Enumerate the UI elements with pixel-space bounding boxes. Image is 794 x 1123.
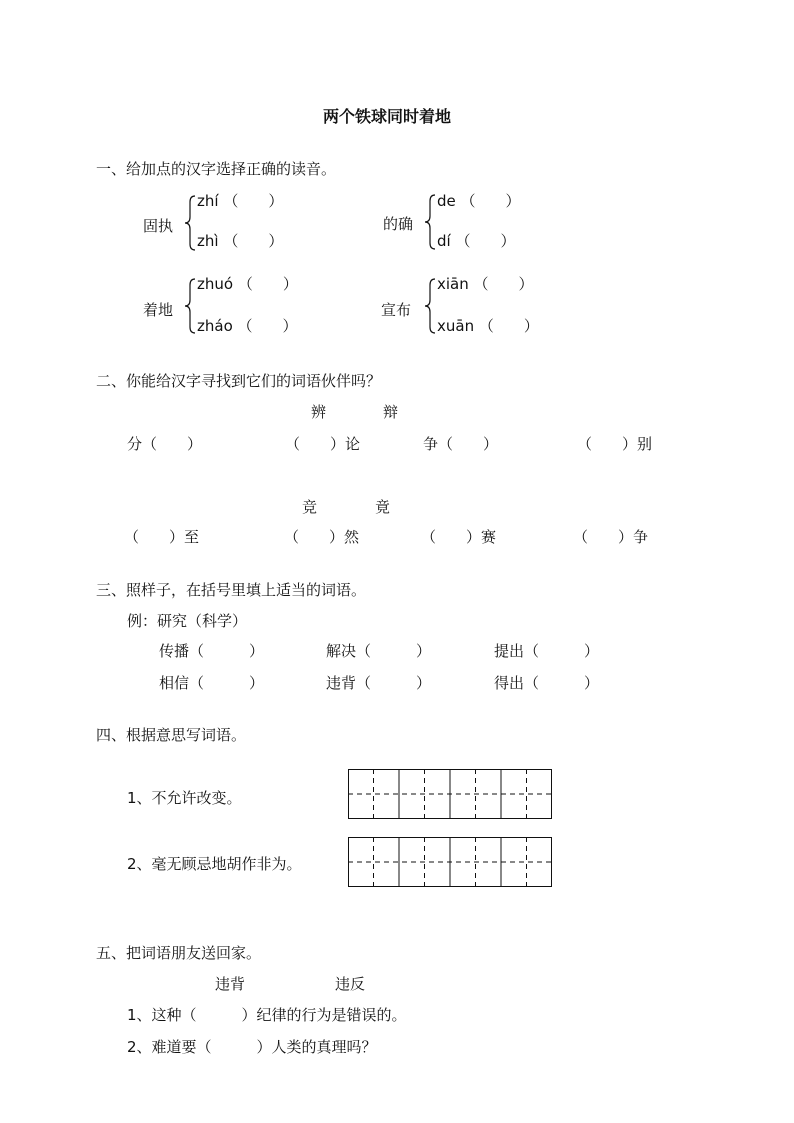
s2-blank-1: 分（ ） [127,435,203,453]
section1-heading: 一、给加点的汉字选择正确的读音。 [96,160,337,178]
brace-icon [424,194,436,250]
s3-item-2: 解决（ ） [326,642,432,660]
writing-grid[interactable] [348,837,552,887]
s2-blank-7: （ ）赛 [421,528,497,546]
s1-option-3b: zháo （ ） [197,317,298,335]
s3-item-6: 得出（ ） [494,674,600,692]
s2-blank-8: （ ）争 [573,528,649,546]
s2-blank-2: （ ）论 [285,435,361,453]
s1-option-2a: de （ ） [437,192,521,210]
s2-blank-4: （ ）别 [577,435,653,453]
s2-blank-5: （ ）至 [124,528,200,546]
s1-option-4b: xuān （ ） [437,317,539,335]
s2-char-2a: 竞 [302,498,318,516]
s2-blank-3: 争（ ） [423,435,499,453]
s3-example: 例：研究（科学） [127,612,248,630]
s2-blank-6: （ ）然 [284,528,360,546]
writing-grid[interactable] [348,769,552,819]
s1-word-1: 固执 [143,217,174,235]
s3-item-1: 传播（ ） [159,642,265,660]
s5-word-2: 违反 [335,975,366,993]
s1-word-3: 着地 [143,301,174,319]
section5-heading: 五、把词语朋友送回家。 [96,944,262,962]
s3-item-4: 相信（ ） [159,674,265,692]
s2-char-2b: 竟 [375,498,391,516]
s1-option-1b: zhì （ ） [197,232,284,250]
page-title: 两个铁球同时着地 [323,107,452,126]
s1-option-1a: zhí （ ） [197,192,284,210]
section4-heading: 四、根据意思写词语。 [96,726,247,744]
section3-heading: 三、照样子，在括号里填上适当的词语。 [96,581,367,599]
brace-icon [184,278,196,334]
s1-word-2: 的确 [383,215,414,233]
s1-word-4: 宣布 [381,301,412,319]
brace-icon [184,195,196,251]
section2-heading: 二、你能给汉字寻找到它们的词语伙伴吗？ [96,372,382,390]
s5-sentence-1: 1、这种（ ）纪律的行为是错误的。 [127,1006,407,1024]
s4-item-2: 2、毫无顾忌地胡作非为。 [127,855,302,873]
s3-item-5: 违背（ ） [326,674,432,692]
s1-option-4a: xiān （ ） [437,275,534,293]
s1-option-2b: dí （ ） [437,232,516,250]
s1-option-3a: zhuó （ ） [197,275,298,293]
s4-item-1: 1、不允许改变。 [127,789,242,807]
brace-icon [424,278,436,334]
s5-word-1: 违背 [215,975,246,993]
s5-sentence-2: 2、难道要（ ）人类的真理吗？ [127,1038,377,1056]
s2-char-1a: 辨 [311,403,327,421]
s2-char-1b: 辩 [383,403,399,421]
s3-item-3: 提出（ ） [494,642,600,660]
